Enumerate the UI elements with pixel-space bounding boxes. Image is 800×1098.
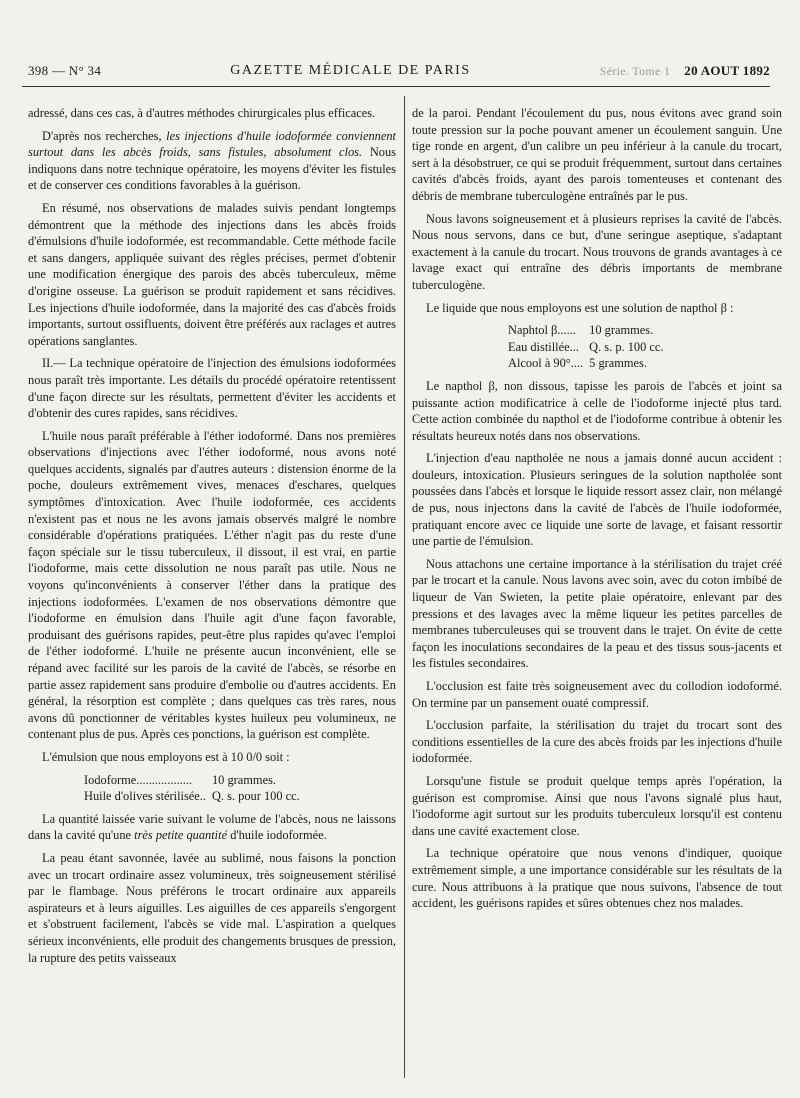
ingredient: Naphtol β...... (508, 323, 576, 338)
paragraph: de la paroi. Pendant l'écoulement du pus, nous évitons avec grand soin toute pression sur la poche pouvant amener un écoulement sanguin. Une tige ronde en argent, d'un calibre un peu inférieur à la canule du trocart, sert à la désobstruer, ce qui se produit fréquemment, surtout dans certaines cavités d'abcès froids, ayant des parois tomenteuses et contenant des débris de membrane tuberculogène entraînés par le pus. (412, 106, 782, 203)
emphasis: les injections d'huile iodoformée conviennent surtout dans les abcès froids, sans fistules, absolument clos. (28, 128, 396, 160)
ingredient: Iodoforme.................. (84, 772, 193, 787)
ingredient: Eau distillée... (508, 339, 579, 354)
text-run: La quantité laissée varie suivant le volume de l'abcès, nous ne laissons dans la cavité qu'une (28, 811, 396, 843)
paragraph: L'émulsion que nous employons est à 10 0/0 soit : (42, 749, 290, 764)
text-run: D'après nos recherches, (42, 128, 162, 143)
ingredient: Alcool à 90°.... (508, 356, 584, 371)
left-column (28, 105, 396, 1086)
paragraph: En résumé, nos observations de malades suivis pendant longtemps démontrent que la méthode des injections dans les abcès froids d'émulsions d'huile iodoformée, est recommandable. Cette méthode facile et sans dangers, appliquée suivant des règles précises, permet d'obtenir une modification énergique des parois des abcès tuberculeux, même d'origine osseuse. La guérison se produit rapidement et sans récidives. Les injections d'huile iodoformée, dans la majorité des cas d'abcès froids importants, surtout ossifluents, doivent être préférés aux raclages et autres opérations sanglantes. (28, 200, 396, 348)
header-right (600, 63, 770, 79)
paragraph: Nous lavons soigneusement et à plusieurs reprises la cavité de l'abcès. Nous nous servons, dans ce but, d'une seringue aseptique, s'adaptant exactement à la canule du trocart. Nous trouvons de grands avantages à ce lavage exact qui entraîne des débris importants de membrane tuberculogène. (412, 211, 782, 292)
page-header (28, 60, 770, 82)
emphasis: très petite quantité (134, 828, 228, 843)
formula-row (508, 355, 670, 372)
page-number: 398 — N° 34 (28, 63, 102, 78)
paragraph: adressé, dans ces cas, à d'autres méthodes chirurgicales plus efficaces. (28, 106, 376, 120)
series-label: Série. Tome 1 (599, 63, 671, 78)
paragraph: Nous attachons une certaine importance à la stérilisation du trajet créé par le trocart et la canule. Nous lavons avec soin, avec du coton imbibé de liqueur de Van Swieten, la petite plaie opératoire, enlevant par des pressions et des lavages avec la même liqueur les petites parcelles de membranes tuberculeuses qui se trouvent dans le trajet. On évite de cette façon les inoculations secondaires de la peau et des tissus sous-jacents et les fistules secondaires. (412, 556, 782, 671)
quantity: 10 grammes. (589, 323, 654, 338)
paragraph (28, 811, 396, 844)
paragraph: Lorsqu'une fistule se produit quelque temps après l'opération, la guérison est compromise. Ainsi que nous l'avons signalé plus haut, l'iodoforme agit surtout sur les produits tuberculeux lorsqu'il est contenu dans une cavité exactement close. (412, 773, 782, 838)
paragraph (28, 128, 396, 194)
formula-row (84, 772, 306, 789)
header-rule (22, 86, 770, 87)
formula-table (508, 322, 670, 372)
text-run: d'huile iodoformée. (230, 828, 327, 843)
ingredient: Huile d'olives stérilisée.. (84, 789, 206, 804)
quantity: Q. s. p. 100 cc. (589, 339, 664, 354)
paragraph: La technique opératoire que nous venons d'indiquer, quoique extrêmement simple, a une importance considérable sur les résultats de la cure. Nous attribuons à la pratique que nous suivons, l'absence de tout accident, les guérisons rapides et sûres obtenues chez nos malades. (412, 846, 782, 911)
formula-row (84, 788, 306, 805)
paragraph: L'injection d'eau naptholée ne nous a jamais donné aucun accident : douleurs, intoxication. Plusieurs seringues de la solution naptholée sont poussées dans l'abcès et lorsque le liquide ressort assez clair, non mélangé de pus, nous injectons dans la cavité de l'abcès de l'huile iodoformée, pratiquant encore avec ce liquide une sorte de lavage, et faisant ressortir une partie de l'émulsion. (412, 451, 782, 549)
formula-row (508, 339, 670, 356)
quantity: Q. s. pour 100 cc. (211, 789, 300, 804)
formula-row (508, 322, 670, 339)
paragraph: Le napthol β, non dissous, tapisse les parois de l'abcès et joint sa puissante action modificatrice à celle de l'iodoforme injecté plus tard. Cette action combinée du napthol et de l'iodoforme contribue à obtenir les résultats heureux notés dans nos observations. (412, 378, 782, 443)
paragraph: L'huile nous paraît préférable à l'éther iodoformé. Dans nos premières observations d'injections avec l'éther iodoformé, nous avons noté quelques accidents, signalés par d'autres auteurs : distension énorme de la poche, douleurs extrêmement vives, menaces d'eschares, quelques symptômes d'intoxication. Avec l'huile iodoformée, ces accidents n'existent pas et nous ne les avons jamais observés malgré le nombre considérable d'opérations pratiquées. L'éther n'agit pas du reste d'une façon spéciale sur le tissu tuberculeux, il dissout, il est vrai, en partie l'iodoforme, mais cette dissolution ne nous paraît pas utile. Nous ne voyons qu'inconvénients à conserver l'éther dans la pratique des injections iodoformées. L'examen de nos observations démontre que l'iodoforme en émulsion dans l'huile agit d'une façon favorable, produisant des guérisons rapides, peut-être plus rapides qu'avec l'emploi de l'éther iodoformé. L'huile ne présente aucun inconvénient, elle se répand avec facilité sur les parois de la cavité de l'abcès, se résorbe en partie assez rapidement sans produire d'embolie ou d'autres accidents. En général, la résorption est complète ; dans quelques cas très rares, nous avons dû ponctionner de véritables kystes huileux peu volumineux, ne contenant plus de pus. Après ces ponctions, la guérison est complète. (28, 428, 396, 742)
paragraph: II.— La technique opératoire de l'injection des émulsions iodoformées nous paraît très importante. Les détails du procédé opératoire retentissent d'une façon directe sur les résultats, permettent d'éviter les accidents et d'obtenir des cures rapides, sans récidives. (28, 356, 396, 421)
issue-date: 20 AOUT 1892 (684, 63, 770, 78)
quantity: 10 grammes. (211, 772, 276, 787)
quantity: 5 grammes. (589, 356, 647, 371)
paragraph: Le liquide que nous employons est une solution de napthol β : (426, 300, 734, 315)
right-column (412, 105, 782, 1086)
column-divider (404, 96, 405, 1078)
paragraph: L'occlusion est faite très soigneusement avec du collodion iodoformé. On termine par un pansement ouaté compressif. (412, 679, 782, 710)
journal-title: GAZETTE MÉDICALE DE PARIS (230, 63, 471, 78)
formula-table (84, 772, 306, 805)
paragraph: L'occlusion parfaite, la stérilisation du trajet du trocart sont des conditions essentielles de la cure des abcès froids par les injections d'huile iodoformée. (412, 718, 782, 766)
text-run: Nous indiquons dans notre technique opératoire, les moyens d'éviter les fistules et de conserver ces conditions favorables à la guérison. (28, 145, 396, 193)
paragraph: La peau étant savonnée, lavée au sublimé, nous faisons la ponction avec un trocart ordinaire assez volumineux, très soigneusement stérilisé par le flambage. Nous préférons le trocart ordinaire aux appareils aspirateurs et à leurs aiguilles. Les aiguilles de ces appareils s'engorgent et s'obstruent facilement, l'abcès se vide mal. L'aspiration a quelques sérieux inconvénients, elle produit des changements brusques de pression, la rupture des petits vaisseaux (28, 850, 396, 965)
